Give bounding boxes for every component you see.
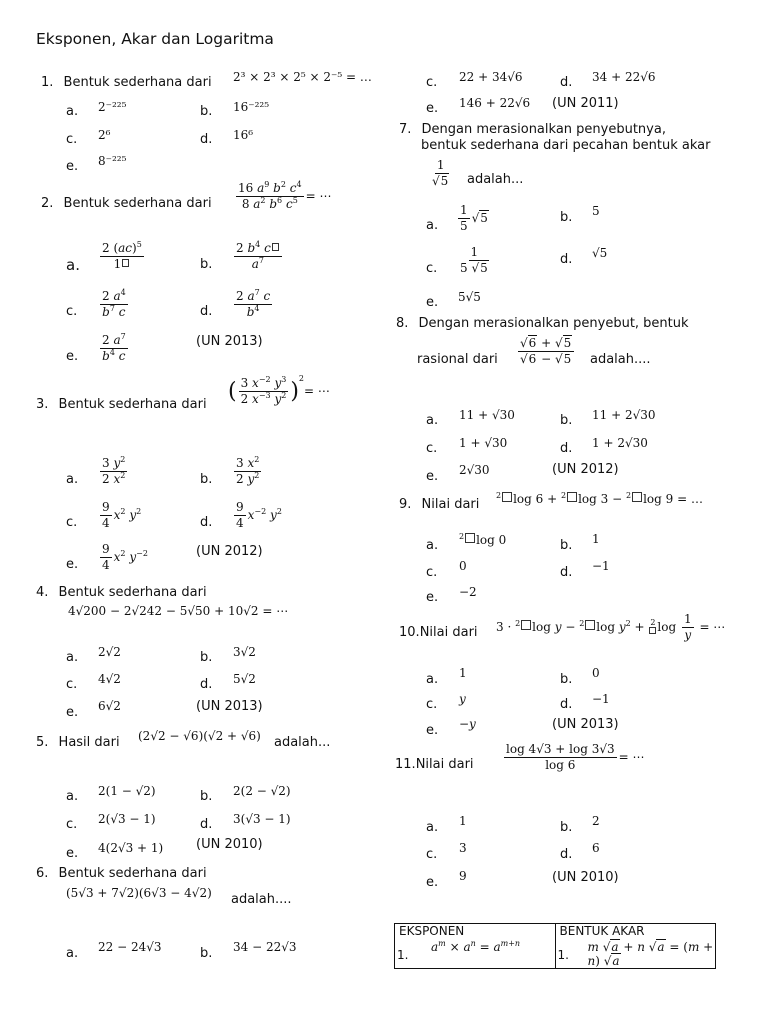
option-label: e. [66, 705, 79, 720]
option-value: 9 [459, 869, 467, 883]
option-value: 16⁶ [233, 128, 254, 142]
question-text: Nilai dari [421, 497, 480, 512]
question-1-formula: 2³ × 2³ × 2⁵ × 2⁻⁵ = … [233, 70, 372, 84]
option-value: 11 + √30 [459, 408, 515, 422]
option-label: c. [66, 304, 78, 319]
option-value: 0 [592, 666, 600, 680]
option-value: 1 [459, 814, 467, 828]
question-text: Nilai dari [415, 757, 474, 772]
option-label: b. [560, 413, 573, 428]
option-value: 16⁻²²⁵ [233, 100, 270, 114]
question-4 [36, 585, 207, 600]
option-value: 2(1 − √2) [98, 784, 156, 798]
option-label: b. [200, 104, 213, 119]
question-8-formula: $\frac{√6 + √5}{√6 - √5}$ [516, 336, 576, 367]
option-label: d. [200, 515, 213, 530]
option-label: c. [426, 75, 438, 90]
source-badge: (UN 2012) [552, 462, 619, 477]
question-number: 8. [396, 316, 409, 331]
option-value: 5√5 [458, 290, 481, 304]
question-text: Nilai dari [419, 625, 478, 640]
option-value: 2⁶ [98, 128, 111, 142]
source-badge: (UN 2011) [552, 96, 619, 111]
question-text: Dengan merasionalkan penyebut, bentuk [418, 316, 689, 331]
question-text: Hasil dari [58, 735, 120, 750]
option-value: 11 + 2√30 [592, 408, 656, 422]
option-formula: $\frac{9}{4}$ $x^2$ $y^{-2}$ [102, 542, 148, 572]
option-label: c. [426, 847, 438, 862]
option-label: e. [66, 557, 79, 572]
formula-table [394, 923, 716, 969]
question-number: 9. [399, 497, 412, 512]
option-value: −y [459, 717, 476, 731]
question-tail: adalah.... [590, 352, 651, 367]
option-value: 2√30 [459, 463, 490, 477]
option-label: b. [200, 789, 213, 804]
option-value: 8⁻²²⁵ [98, 154, 127, 168]
option-value: 6 [592, 841, 600, 855]
option-label: e. [426, 295, 439, 310]
option-label: a. [66, 650, 79, 665]
option-formula: $\frac{2 a^4}{b^7 c}$ [102, 288, 126, 319]
source-badge: (UN 2013) [196, 699, 263, 714]
option-label: a. [426, 538, 439, 553]
question-text: Bentuk sederhana dari [58, 397, 207, 412]
option-label: e. [66, 846, 79, 861]
question-tail: adalah... [274, 735, 331, 750]
source-badge: (UN 2010) [196, 837, 263, 852]
option-value: 2(2 − √2) [233, 784, 291, 798]
source-badge: (UN 2012) [196, 544, 263, 559]
source-badge: (UN 2013) [552, 717, 619, 732]
option-label: c. [66, 677, 78, 692]
page-title: Eksponen, Akar dan Logaritma [36, 30, 274, 48]
option-label: b. [200, 946, 213, 961]
question-1 [41, 75, 212, 90]
question-5 [36, 735, 120, 750]
option-value: 5√2 [233, 672, 256, 686]
question-7-formula: $\frac{1}{√5}$ [432, 158, 449, 188]
question-11-formula [502, 742, 645, 773]
option-label: a. [426, 413, 439, 428]
question-4-formula: 4√200 − 2√242 − 5√50 + 10√2 = ⋯ [68, 604, 289, 618]
option-label: e. [426, 723, 439, 738]
option-formula: $\frac{9}{4}$ $x^{-2}$ $y^2$ [236, 500, 282, 530]
option-value: 1 + √30 [459, 436, 508, 450]
question-3 [36, 397, 207, 412]
question-number: 10. [399, 625, 420, 640]
option-label: c. [426, 441, 438, 456]
row-number: 1. [557, 948, 569, 962]
option-value: 4(2√3 + 1) [98, 841, 164, 855]
option-label: a. [66, 789, 79, 804]
option-label: c. [66, 132, 78, 147]
question-number: 7. [399, 122, 412, 137]
question-9 [399, 497, 479, 512]
option-label: d. [200, 677, 213, 692]
option-value: 2(√3 − 1) [98, 812, 156, 826]
option-label: d. [560, 441, 573, 456]
question-2 [41, 196, 212, 211]
option-label: c. [426, 565, 438, 580]
option-label: a. [66, 104, 79, 119]
question-number: 11. [395, 757, 416, 772]
option-formula: $\frac{3 x^2}{2 y^2}$ [236, 455, 260, 486]
table-formula: m √a + n √a = (m + n) √a [587, 940, 714, 968]
option-label: d. [200, 817, 213, 832]
option-label: b. [200, 472, 213, 487]
option-value: 2√2 [98, 645, 121, 659]
option-value: −2 [459, 585, 477, 599]
question-tail: adalah.... [231, 892, 292, 907]
source-badge: (UN 2013) [196, 334, 263, 349]
option-label: d. [200, 304, 213, 319]
option-label: c. [66, 515, 78, 530]
option-formula: $\frac{2 a^7 c}{b^4}$ [236, 288, 271, 319]
option-label: e. [66, 159, 79, 174]
fraction-denominator: log 6 [545, 758, 576, 772]
option-label: a. [66, 946, 79, 961]
option-label: a. [426, 672, 439, 687]
question-text: Bentuk sederhana dari [58, 585, 207, 600]
equals: = ⋯ [305, 189, 332, 203]
option-formula: $^2$ log 0 [459, 532, 507, 547]
option-label: a. [426, 218, 439, 233]
option-value: 5 [592, 204, 600, 218]
question-text: Bentuk sederhana dari [58, 866, 207, 881]
option-label: d. [560, 75, 573, 90]
option-value: √5 [592, 246, 608, 260]
option-label: a. [426, 820, 439, 835]
question-tail: adalah... [467, 172, 524, 187]
option-label: e. [426, 875, 439, 890]
option-formula: $\frac{3 y^2}{2 x^2}$ [102, 455, 126, 486]
option-label: e. [426, 590, 439, 605]
question-number: 2. [41, 196, 54, 211]
option-label: c. [426, 261, 438, 276]
question-6 [36, 866, 207, 881]
option-label: b. [560, 210, 573, 225]
option-label: e. [426, 469, 439, 484]
option-value: 3(√3 − 1) [233, 812, 291, 826]
table-column-bentuk-akar [555, 924, 716, 968]
question-2-formula: $\frac{16 a^9 b^2 c^4}{8 a^2 b^6 c^5}$ = ⋯ [238, 180, 332, 211]
question-9-formula: $^2$ log 6 + $^2$ log 3 − $^2$ log 9 = … [496, 491, 703, 506]
question-11 [395, 757, 474, 772]
option-formula: $\frac{2 b^4 c}{a^7}$ [232, 241, 284, 272]
option-value: −1 [592, 692, 610, 706]
option-label: b. [560, 820, 573, 835]
option-label: b. [200, 650, 213, 665]
option-label: d. [560, 697, 573, 712]
question-text: rasional dari [417, 352, 498, 367]
option-value: 2 [592, 814, 600, 828]
option-label: c. [426, 697, 438, 712]
option-label: a. [66, 472, 79, 487]
question-text: bentuk sederhana dari pecahan bentuk akar [421, 138, 711, 153]
option-formula: $\frac{1}{5 √5}$ [460, 245, 488, 275]
question-5-formula: (2√2 − √6)(√2 + √6) [138, 729, 261, 743]
question-10-formula: 3 · $^2$ log y − $^2$ $\log y^2 + 2$ log $\frac{1}{y}$ = ⋯ [496, 612, 726, 642]
option-value: 2⁻²²⁵ [98, 100, 127, 114]
option-value: 4√2 [98, 672, 121, 686]
question-3-formula: ( $\frac{3 x^{-2} y^3}{2 x^{-3} y^2}$ )$^2$= ⋯ [228, 374, 330, 406]
question-number: 1. [41, 75, 54, 90]
option-label: e. [426, 101, 439, 116]
table-header: EKSPONEN [399, 924, 465, 938]
source-badge: (UN 2010) [552, 870, 619, 885]
question-6-formula: (5√3 + 7√2)(6√3 − 4√2) [66, 886, 212, 900]
option-label: b. [560, 672, 573, 687]
option-value: 1 [459, 666, 467, 680]
option-value: 0 [459, 559, 467, 573]
question-number: 5. [36, 735, 49, 750]
option-formula: $\frac{2 (ac)^5}{1}$ [102, 240, 142, 271]
option-value: 22 + 34√6 [459, 70, 523, 84]
option-label: c. [66, 817, 78, 832]
question-8 [396, 316, 689, 331]
option-formula: $\frac{9}{4}$ $x^2$ $y^2$ [102, 500, 142, 530]
question-text: Dengan merasionalkan penyebutnya, [421, 122, 666, 137]
fraction-numerator: log 4√3 + log 3√3 [506, 742, 615, 756]
question-number: 4. [36, 585, 49, 600]
option-value: 6√2 [98, 699, 121, 713]
table-column-eksponen [395, 924, 555, 968]
option-value: 3√2 [233, 645, 256, 659]
option-label: d. [560, 847, 573, 862]
option-value: 34 + 22√6 [592, 70, 656, 84]
question-text: Bentuk sederhana dari [63, 75, 212, 90]
option-label: d. [560, 565, 573, 580]
question-number: 3. [36, 397, 49, 412]
option-label: b. [200, 257, 213, 272]
table-formula: $a^m \times a^n = a^{m+n}$ [431, 939, 521, 954]
option-value: 34 − 22√3 [233, 940, 297, 954]
option-value: 3 [459, 841, 467, 855]
option-value: y [459, 692, 466, 706]
option-label: b. [560, 538, 573, 553]
question-7 [399, 122, 666, 137]
option-value: 1 [592, 532, 600, 546]
option-label: d. [200, 132, 213, 147]
equals: = ⋯ [618, 750, 645, 764]
option-value: 146 + 22√6 [459, 96, 531, 110]
option-value: 1 + 2√30 [592, 436, 648, 450]
option-label: e. [66, 349, 79, 364]
option-value: 22 − 24√3 [98, 940, 162, 954]
option-value: −1 [592, 559, 610, 573]
row-number: 1. [397, 948, 409, 962]
equals: = ⋯ [304, 384, 330, 398]
question-10 [399, 625, 478, 640]
question-text: Bentuk sederhana dari [63, 196, 212, 211]
question-number: 6. [36, 866, 49, 881]
option-label: a. [66, 256, 80, 274]
option-label: d. [560, 252, 573, 267]
option-formula: $\frac{1}{5}$ √5 [460, 203, 488, 233]
table-header: BENTUK AKAR [559, 924, 645, 938]
option-formula: $\frac{2 a^7}{b^4 c}$ [102, 332, 126, 363]
